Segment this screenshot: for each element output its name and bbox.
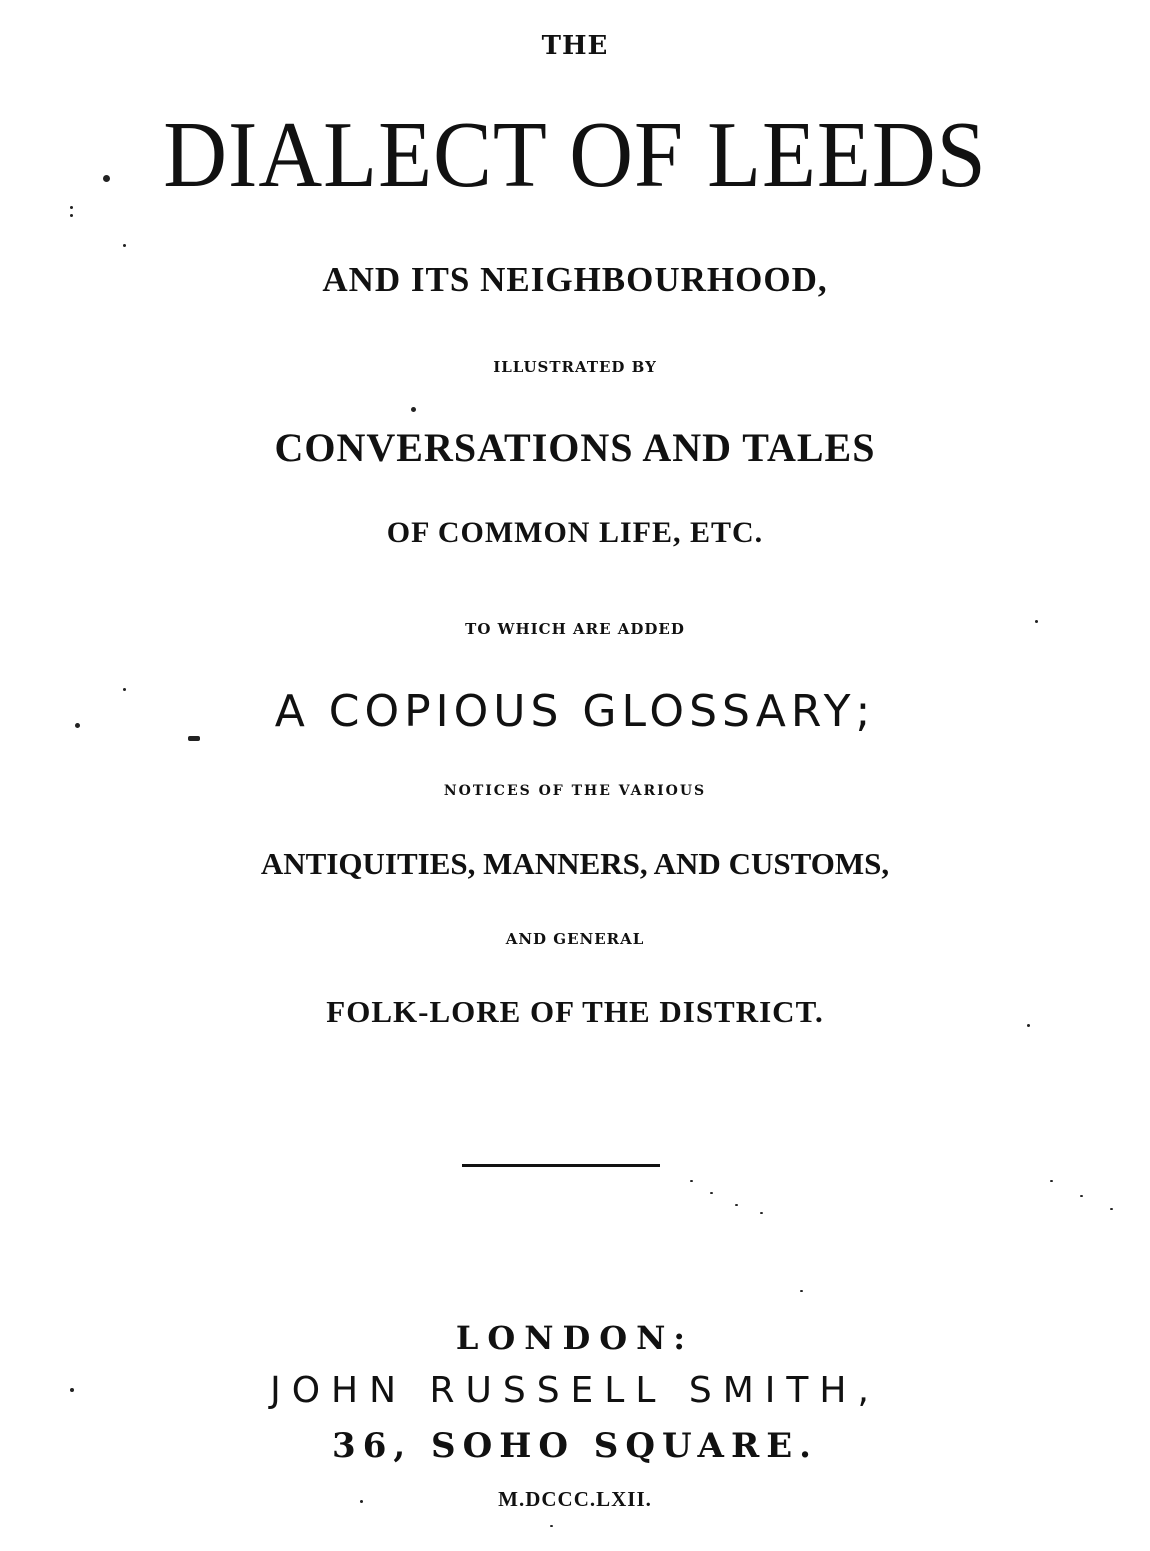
- illustrated-by-line: ILLUSTRATED BY: [493, 358, 657, 376]
- speck: [760, 1212, 763, 1214]
- notices-line: NOTICES OF THE VARIOUS: [443, 783, 707, 799]
- imprint-date: M.DCCC.LXII.: [498, 1487, 652, 1511]
- antiquities-line: ANTIQUITIES, MANNERS, AND CUSTOMS,: [260, 846, 890, 881]
- speck: [411, 407, 416, 412]
- title-article: THE: [541, 31, 609, 61]
- speck: [360, 1500, 363, 1503]
- imprint-place: LONDON:: [455, 1319, 695, 1357]
- speck: [800, 1290, 803, 1292]
- speck: [123, 688, 126, 691]
- speck: [710, 1192, 713, 1194]
- speck: [70, 1388, 74, 1392]
- speck: [188, 736, 200, 741]
- speck: [75, 723, 80, 728]
- main-title: DIALECT OF LEEDS: [163, 103, 987, 207]
- speck: [690, 1180, 693, 1182]
- speck: [1110, 1208, 1113, 1210]
- speck: [70, 214, 73, 217]
- glossary-line: A COPIOUS GLOSSARY;: [274, 686, 876, 737]
- speck: [123, 244, 126, 247]
- speck: [1027, 1024, 1030, 1027]
- speck: [735, 1204, 738, 1206]
- speck: [1080, 1195, 1083, 1197]
- speck: [550, 1525, 553, 1527]
- imprint-publisher: JOHN RUSSELL SMITH,: [270, 1370, 880, 1411]
- imprint-address: 36, SOHO SQUARE.: [332, 1426, 818, 1466]
- to-which-added-line: TO WHICH ARE ADDED: [465, 620, 685, 638]
- conversations-line: CONVERSATIONS AND TALES: [274, 425, 876, 470]
- folk-lore-line: FOLK-LORE OF THE DISTRICT.: [326, 994, 824, 1029]
- speck: [70, 206, 73, 209]
- subtitle: AND ITS NEIGHBOURHOOD,: [322, 260, 828, 299]
- and-general-line: AND GENERAL: [505, 930, 645, 948]
- speck: [1050, 1180, 1053, 1182]
- speck: [1035, 620, 1038, 623]
- common-life-line: OF COMMON LIFE, ETC.: [386, 516, 764, 549]
- divider-rule: [462, 1164, 660, 1167]
- speck: [103, 175, 110, 182]
